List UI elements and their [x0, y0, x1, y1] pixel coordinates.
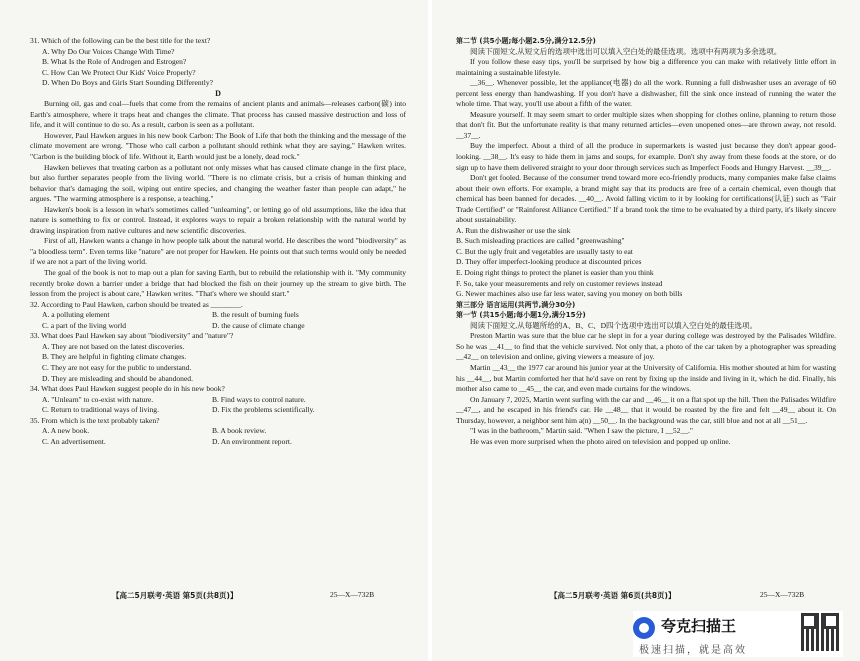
left-column [30, 36, 406, 447]
paragraph: Buy the imperfect. About a third of all the produce in supermarkets is wasted just because they don't appear good-looking. __38__. It's easy to hide them in jams and soups, for example. Don't shy away from these foods at the store, or do sign up to have them delivered straight to your door through services such as Imperfect Foods and Hungry Harvest. __39__. [456, 141, 836, 172]
option: D. They offer imperfect-looking produce at discounted prices [456, 257, 642, 267]
footer-title: 【高二5月联考·英语 第5页(共8页)】 [112, 591, 238, 600]
option: B. They are helpful in fighting climate changes. [42, 352, 187, 362]
page-5 [0, 0, 428, 661]
section-title: 第二节 (共5小题;每小题2.5分,满分12.5分) [456, 37, 596, 45]
cloze-paragraph: On January 7, 2025, Martin went surfing with the car and __46__ it on a flat spot up the hill. Then the Palisades Wildfire __47__, and he escaped in his friend's car. He __48__ that it would be roasted by the fire and felt __49__ about it. On Thursday, however, a neighbor sent him a(n) __50__. In the background was the car, still blue and not at all __51__. [456, 394, 836, 425]
right-column [456, 36, 836, 447]
option: C. But the ugly fruit and vegetables are usually tasty to eat [456, 246, 633, 256]
paragraph: Hawken believes that treating carbon as a pollutant not only misses what has caused climate change in the first place, but also further separates people from the living world. "There is no climate crisis, but a crisis of human thinking and behavior that's damaging the soil, wiping out entire species, and changing the weather faster than people can adapt," he argues. "The warming atmosphere is a response, a teaching." [30, 162, 406, 204]
option: C. An advertisement. [42, 436, 106, 446]
option: B. What Is the Role of Androgen and Estrogen? [42, 57, 187, 67]
option: G. Newer machines also use far less water, saving you money on both bills [456, 289, 683, 299]
cloze-paragraph: He was even more surprised when the photo aired on television and popped up online. [470, 436, 731, 446]
question-34 [30, 384, 406, 416]
question-stem: 32. According to Paul Hawken, carbon should be treated as ________. [30, 299, 243, 309]
option: C. They are not easy for the public to understand. [42, 362, 192, 372]
option: D. An environment report. [212, 436, 292, 446]
footer-code: 25—X—732B [330, 590, 375, 599]
option-row [30, 310, 406, 321]
option: A. Why Do Our Voices Change With Time? [42, 46, 175, 56]
option: D. When Do Boys and Girls Start Sounding Differently? [42, 78, 213, 88]
option-row [30, 437, 406, 448]
question-31 [30, 36, 406, 89]
option: C. How Can We Protect Our Kids' Voice Properly? [42, 67, 196, 77]
option: B. the result of burning fuels [212, 310, 299, 320]
part-title: 第三部分 语言运用(共两节,满分30分) [456, 300, 576, 309]
section-instructions: 阅读下面短文,从每题所给的A、B、C、D四个选项中选出可以填入空白处的最佳选项。 [470, 320, 757, 330]
option: A. "Unlearn" to co-exist with nature. [42, 394, 154, 404]
paragraph: However, Paul Hawken argues in his new book Carbon: The Book of Life that both the thinking and the message of the climate movement are wrong. "Those who call carbon a pollutant should rethink what they are saying," Hawken writes. "Carbon is the building block of life. Without it, Earth would just be a lonely, dead rock." [30, 130, 406, 162]
question-33 [30, 331, 406, 384]
paragraph: Burning oil, gas and coal—fuels that come from the remains of ancient plants and animals—releases carbon(碳) into Earth's atmosphere, where it traps heat and changes the climate. That process has caused massive destruction and loss of life, and it will continue to do so. As a result, carbon is seen as a pollutant. [30, 99, 406, 130]
scanner-logo-icon [633, 617, 655, 639]
cloze-paragraph: "I was in the bathroom," Martin said. "When I saw the picture, I __52__." [470, 426, 693, 436]
page-footer [550, 590, 805, 601]
option: D. Fix the problems scientifically. [212, 405, 315, 415]
option: B. Find ways to control nature. [212, 394, 306, 404]
question-32 [30, 300, 406, 332]
option: C. a part of the living world [42, 320, 127, 330]
paragraph: Measure yourself. It may seem smart to order multiple sizes when shopping for clothes online, planning to return those that don't fit. But the unfortunate reality is that many returned articles—even unopened ones—are thrown away, not resold. __37__. [456, 109, 836, 140]
cloze-paragraph: Martin __43__ the 1977 car around his junior year at the University of California. His mother shouted at him for wasting his __44__, but Martin comforted her that he'd save on rent by fixing up the inside and living in it, which he did. Finally, his mother also came to __45__ the car, and even made curtains for the windows. [456, 362, 836, 394]
option-row [30, 321, 406, 332]
footer-title: 【高二5月联考·英语 第6页(共8页)】 [550, 591, 676, 600]
option: A. A new book. [42, 426, 90, 436]
option: C. Return to traditional ways of living. [42, 405, 159, 415]
paragraph: Don't get fooled. Because of the consumer trend toward more eco-friendly products, many companies make false claims about their own efforts. For example, a brand might say that its products are free of a certain chemical, even though that chemical has been banned for decades. __40__. Avoid falling victim to it by looking for certifications(认证) such as "Fair Trade Certified" or "Rainforest Alliance Certified." If a brand took the time to be evaluated by a third party, it's likely sincere about sustainability. [456, 173, 836, 225]
scanner-watermark [633, 611, 843, 657]
option-list [456, 226, 836, 300]
option-row [30, 426, 406, 437]
option: B. A book review. [212, 426, 267, 436]
question-35 [30, 416, 406, 448]
option: A. They are not based on the latest discoveries. [42, 341, 185, 351]
paragraph: __36__. Whenever possible, let the appliance(电器) do all the work. Running a full dishwasher uses an average of 60 percent less energy than handwashing. If you don't have a dishwasher, fill the sink once instead of running the water the whole time. That way, you'll use about a fifth of the water. [456, 78, 836, 109]
page-footer [112, 590, 375, 601]
paragraph: First of all, Hawken wants a change in how people talk about the natural world. He describes the word "biodiversity" as "a bloodless term". Even terms like "nature" are not proper for Hawken. He points out that such terms would only be needed if we are not a part of the living world. [30, 236, 406, 267]
question-stem: 31. Which of the following can be the best title for the text? [30, 36, 211, 45]
option-row [30, 405, 406, 416]
question-stem: 34. What does Paul Hawken suggest people do in his new book? [30, 384, 225, 394]
option: F. So, take your measurements and rely on customer reviews instead [456, 278, 663, 288]
qr-code-icon [801, 613, 839, 651]
cloze-paragraph: Preston Martin was sure that the blue car he slept in for a year during college was destroyed by the Palisades Wildfire. So he was __41__ to find that the vehicle survived. Not only that, a photo of the car taken by a photographer was spreading __42__ on television and online, giving viewers a measure of joy. [456, 331, 836, 362]
brand-name: 夸克扫描王 [661, 617, 737, 635]
option: D. the cause of climate change [212, 320, 305, 330]
paragraph: If you follow these easy tips, you'll be surprised by how big a difference you can make with relatively little effort in maintaining a sustainable lifestyle. [456, 57, 836, 77]
option: A. a polluting element [42, 310, 110, 320]
passage-label: D [215, 88, 221, 98]
option-row [30, 395, 406, 406]
footer-code: 25—X—732B [760, 590, 805, 599]
question-stem: 35. From which is the text probably taken? [30, 415, 160, 425]
paragraph: Hawken's book is a lesson in what's sometimes called "unlearning", or letting go of old assumptions, like the idea that nature is something to fix or control. Instead, it explores ways to repair a broken relationship with the natural world by drawing inspiration from native cultures and new scientific discoveries. [30, 204, 406, 235]
paragraph: The goal of the book is not to map out a plan for saving Earth, but to rebuild the relationship with it. "My community recently broke down a barrier under a bridge that had blocked the fish on their journey up the stream to give birth. The lesson from the project is about care," Hawken writes. "That's where we should start." [30, 268, 406, 299]
option: A. Run the dishwasher or use the sink [456, 225, 571, 235]
brand-slogan: 极速扫描，就是高效 [639, 645, 747, 656]
section-title: 第一节 (共15小题;每小题1分,满分15分) [456, 311, 586, 320]
page-6 [432, 0, 860, 661]
option: B. Such misleading practices are called "greenwashing" [456, 236, 625, 246]
option: E. Doing right things to protect the planet is easier than you think [456, 268, 654, 278]
option: D. They are misleading and should be abandoned. [42, 373, 193, 383]
section-instructions: 阅读下面短文,从短文后的选项中选出可以填入空白处的最佳选项。选项中有两项为多余选项。 [470, 46, 782, 56]
question-stem: 33. What does Paul Hawken say about "biodiversity" and "nature"? [30, 331, 234, 341]
